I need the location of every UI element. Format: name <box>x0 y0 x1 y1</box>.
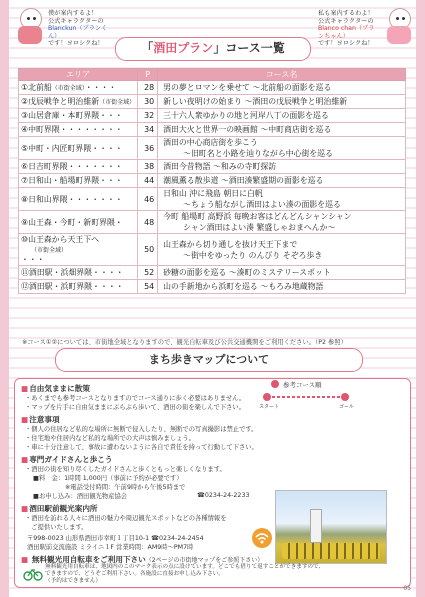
row-area-name: 北前船 <box>28 83 52 92</box>
row-number: ② <box>21 97 29 106</box>
row-page: 36 <box>138 137 158 160</box>
table-row <box>19 188 406 211</box>
row-area-note: （市街全域） <box>99 99 136 106</box>
row-area <box>19 160 138 174</box>
right-stripe <box>416 0 425 597</box>
row-area-name: 山居倉庫・本町界隈 <box>28 111 100 120</box>
row-number: ① <box>21 83 29 92</box>
row-course <box>158 174 406 188</box>
row-course <box>158 266 406 280</box>
row-area-name: 山王森・今町・新町界隈 <box>28 217 115 227</box>
rule-text-5b: できますので、どうぞご利用下さい。各施設に直接お申し込み下さい。 <box>45 571 224 577</box>
rule-text-2c: ・車に十分注意して、事故に遭わないように各自で責任を持って行動して下さい。 <box>25 444 258 451</box>
row-number: ⑪ <box>21 268 29 277</box>
rule-text-1a: ・あくまでも参考コースとなりますのでコース通りに歩く必要はありません。 <box>25 395 246 402</box>
blancochan-mascot-icon <box>385 8 413 46</box>
row-page: 46 <box>138 188 158 211</box>
table-row <box>19 109 406 123</box>
course-line: 山の手新地から浜町を巡る ～もろみ地蔵物語 <box>163 282 324 291</box>
course-line: ～ちょう船ながし酒田はよい湊の面影を巡る <box>183 200 341 209</box>
row-area <box>19 137 138 160</box>
row-area <box>19 81 138 95</box>
row-area-name: 中町・内匠町界隈 <box>28 143 92 153</box>
row-page: 52 <box>138 266 158 280</box>
course-note: ※コース①②については、市街地全域となりますので、観光自転車及び公共交通機関をご利用ください。（P2 参照） <box>22 339 347 346</box>
row-area <box>19 174 138 188</box>
course-line: 三十六人衆ゆかりの地と河岸八丁の面影を巡る <box>163 111 329 120</box>
left-speech-bubble: 僕が案内するよ！ 公式キャラクターの Blanckun（ブランくん） です！ヨロシクね！ <box>48 10 108 48</box>
row-number: ⑤ <box>21 143 29 153</box>
row-area-name: 酒田駅・浜町界隈 <box>28 282 93 291</box>
table-row <box>19 234 406 266</box>
start-icon <box>263 393 271 401</box>
goal-icon <box>341 393 349 401</box>
row-course <box>158 280 406 294</box>
row-number: ⑥ <box>21 162 29 171</box>
course-line: 潮風薫る散歩道 ～酒田湊繁盛期の面影を巡る <box>163 176 324 185</box>
table-row <box>19 280 406 294</box>
row-number: ⑨ <box>21 217 29 227</box>
row-leader-dots: ・・・・ <box>92 268 124 277</box>
row-course <box>158 137 406 160</box>
row-leader-dots: ・・・・ <box>84 83 117 92</box>
row-page: 32 <box>138 109 158 123</box>
course-line: 酒田大火と世界一の映画館 ～中町商店街を巡る <box>163 125 332 134</box>
row-page: 28 <box>138 81 158 95</box>
row-page: 50 <box>138 234 158 266</box>
legend-marker-icon <box>271 380 279 388</box>
course-line: 新しい夜明けの始まり ～酒田の戊辰戦争と明治維新 <box>163 97 348 106</box>
row-area <box>19 188 138 211</box>
course-legend <box>253 375 403 413</box>
rule-text-4c: 〒998-0023 山形県酒田市幸町１丁目10-1 ☎0234-24-2454 <box>27 535 204 542</box>
row-page: 44 <box>138 174 158 188</box>
rule-text-4b: ご提供いたします。 <box>25 524 88 531</box>
row-course <box>158 234 406 266</box>
row-course <box>158 160 406 174</box>
rule-text-5c: （予約はできません） <box>45 578 101 584</box>
row-area <box>19 123 138 137</box>
row-number: ③ <box>21 111 29 120</box>
row-leader-dots: ・・・・・・・ <box>67 162 123 171</box>
row-area-name: 日吉町界隈 <box>28 162 68 171</box>
row-area-name: 山王森から天王下へ <box>28 235 100 244</box>
table-row <box>19 266 406 280</box>
row-number: ⑦ <box>21 176 29 185</box>
row-leader-dots: ・・・ <box>99 111 123 120</box>
start-label: スタート <box>259 404 280 410</box>
row-area <box>19 280 138 294</box>
row-leader-dots: ・・・ <box>21 255 45 264</box>
bicycle-icon <box>23 567 43 581</box>
table-row <box>19 211 406 234</box>
row-area <box>19 95 138 109</box>
course-line: 酒田今昔物語 ～和みの寺町探訪 <box>163 162 277 171</box>
row-leader-dots: ・・・ <box>99 176 123 185</box>
row-course <box>158 188 406 211</box>
course-line: ～街中をゆったり のんびり そぞろ歩き <box>183 250 323 260</box>
row-area <box>19 211 138 234</box>
page-header: P <box>138 69 158 81</box>
row-area <box>19 234 138 266</box>
rules-panel <box>14 378 411 588</box>
page-number: 05 <box>403 585 411 592</box>
rule-text-3b: ■料 金：1時間 1,000円（事前に予約が必要です） <box>33 475 183 482</box>
table-row <box>19 95 406 109</box>
row-leader-dots: ・・・・・・・・ <box>59 125 123 134</box>
row-leader-dots: ・・・・ <box>92 282 124 291</box>
rule-text-1b: ・マップを片手に自由気ままにぶらぶら歩いて、酒田の街を楽しんで下さい。 <box>25 404 246 411</box>
rule-heading-2: ■ 注意事項 <box>21 414 60 425</box>
row-page: 38 <box>138 160 158 174</box>
course-line: ～旧町名と小路を辿りながら中心街を巡る <box>183 149 334 158</box>
rule-heading-5-note: （2ページの市街地マップをご参照下さい） <box>145 557 264 564</box>
area-header: エリア <box>19 69 138 81</box>
course-line: 砂糖の面影を巡る ～湊町のミステリースポット <box>163 268 331 277</box>
row-area <box>19 109 138 123</box>
row-leader-dots: ・ <box>114 217 123 227</box>
course-header: コース名 <box>158 69 406 81</box>
table-row <box>19 123 406 137</box>
goal-label: ゴール <box>339 404 354 410</box>
row-area-name: 戊辰戦争と明治維新 <box>28 97 100 106</box>
legend-label: 参考コース順 <box>283 381 322 389</box>
rule-text-3a: ・酒田の街を知り尽くしたガイドさんと歩くともっと楽しくなります。 <box>25 466 226 473</box>
rule-text-3d: ■お申し込み：酒田観光物産協会 <box>33 493 128 500</box>
table-row <box>19 81 406 95</box>
guide-photo <box>275 490 387 564</box>
row-area-note: （市街全域） <box>51 85 85 92</box>
rule-heading-3: ■ 専門ガイドさんと歩こう <box>21 454 113 465</box>
row-number: ⑫ <box>21 282 29 291</box>
row-page: 34 <box>138 123 158 137</box>
course-line: シャン酒田はよい湊 繁盛しゃおまへんか～ <box>183 223 336 232</box>
rule-text-4a: ・酒田を訪れる人々に酒田の魅力や周辺観光スポットなどの各種情報を <box>25 515 227 522</box>
row-number: ⑩ <box>21 235 29 244</box>
page-title: 「酒田プラン」コース一覧 <box>115 37 311 61</box>
rule-text-4d: 酒田駅前交流施設 ミライニ１F 営業時間：AM9時～PM7時 <box>27 544 194 551</box>
row-page: 54 <box>138 280 158 294</box>
course-table <box>18 68 406 294</box>
course-line: 日和山 沖に飛島 朝日に白帆 <box>163 189 263 198</box>
row-leader-dots: ・・・・ <box>91 143 123 153</box>
guide-tel: ☎0234-24-2233 <box>197 492 250 499</box>
rule-heading-4: ■ 酒田駅前観光案内所 <box>21 503 98 514</box>
course-line: 山王森から切り通しを抜け天王下まで <box>163 239 298 249</box>
section-title: まち歩きマップについて <box>55 348 363 372</box>
row-area-name: 中町界隈 <box>28 125 60 134</box>
row-area-name: 日和山・船場町界隈 <box>28 176 100 185</box>
rule-text-3c: ※電話受付時間：午前9時から午後5時まで <box>65 484 186 491</box>
wifi-icon <box>251 527 273 549</box>
row-number: ⑧ <box>21 194 29 204</box>
row-number: ④ <box>21 125 29 134</box>
row-course <box>158 109 406 123</box>
rule-text-2b: ・住宅地や住居内など私的な場所での大声は慎みましょう。 <box>25 435 196 442</box>
row-page: 30 <box>138 95 158 109</box>
left-stripe <box>0 0 9 597</box>
course-line: 酒田の中心商店街を歩こう <box>163 138 258 147</box>
table-row <box>19 174 406 188</box>
rule-text-5a: 無料観光用自転車は、地図内のこのマーク表示の点に設けています。どこでも借りて返すことができますので、 <box>45 564 325 570</box>
row-course <box>158 211 406 234</box>
table-row <box>19 160 406 174</box>
row-course <box>158 95 406 109</box>
rule-heading-1: ■ 自由気ままに散策 <box>21 383 90 394</box>
course-line: 今町 船場町 高野浜 毎晩お客はどんどんシャンシャン <box>163 212 352 221</box>
row-course <box>158 123 406 137</box>
blanckun-mascot-icon <box>16 8 44 46</box>
course-legend-graphic <box>253 375 403 413</box>
row-area-name: 酒田駅・浜畑界隈 <box>28 268 93 277</box>
rule-heading-5: ■ 無料観光用自転車をご利用下さい（2ページの市街地マップをご参照下さい） <box>21 554 263 565</box>
row-area-name: 日和山界隈 <box>28 194 68 204</box>
row-course <box>158 81 406 95</box>
right-speech-bubble: 私も案内するわよ！ 公式キャラクターの Blanco chan（ブランちゃん） です！ヨロシクね！ <box>318 10 375 48</box>
table-row <box>19 137 406 160</box>
rule-text-2a: ・個人の住居など私的な場所に無断で侵入したり、無断での写真撮影は禁止です。 <box>25 426 258 433</box>
row-area-note: （市街全域） <box>31 247 68 254</box>
row-page: 48 <box>138 211 158 234</box>
course-line: 男の夢とロマンを乗せて ～北前船の面影を巡る <box>163 83 332 92</box>
row-area <box>19 266 138 280</box>
row-leader-dots: ・・・・・・・ <box>67 194 123 204</box>
